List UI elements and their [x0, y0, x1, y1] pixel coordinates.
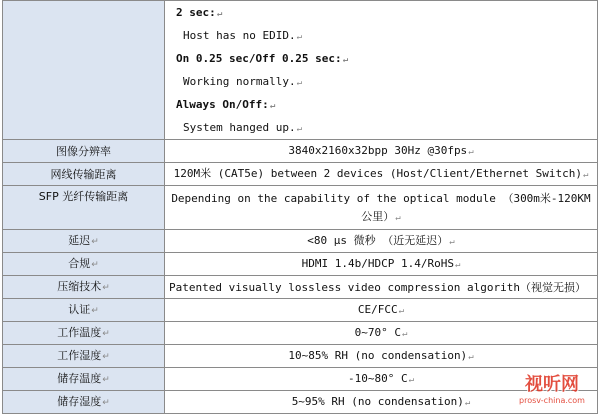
spec-value-text: HDMI 1.4b/HDCP 1.4/RoHS — [301, 256, 454, 270]
spec-value-text: CE/FCC — [357, 302, 398, 316]
spec-value — [165, 391, 598, 414]
paragraph-mark-icon: ↵ — [408, 374, 415, 385]
spec-value — [165, 163, 598, 186]
spec-label — [3, 276, 165, 299]
led-line-text: Working normally. — [183, 75, 296, 88]
paragraph-mark-icon: ↵ — [102, 374, 110, 385]
led-line-text: On 0.25 sec/Off 0.25 sec: — [176, 52, 342, 65]
spec-label-text: 延迟 — [68, 233, 91, 247]
led-line — [169, 24, 593, 47]
paragraph-mark-icon: ↵ — [91, 236, 99, 247]
paragraph-mark-icon: ↵ — [102, 282, 110, 293]
spec-value-text: Patented visually lossless video compression algorith（视觉无损） — [169, 280, 586, 294]
spec-label — [3, 253, 165, 276]
spec-value — [165, 276, 598, 299]
spec-value-text: 5~95% RH (no condensation) — [291, 394, 464, 408]
spec-label: SFP 光纤传输距离 — [3, 186, 165, 230]
paragraph-mark-icon: ↵ — [91, 305, 99, 316]
spec-row-cable-distance — [3, 163, 598, 186]
led-line — [169, 47, 593, 70]
spec-label-text: 认证 — [68, 302, 91, 316]
paragraph-mark-icon: ↵ — [102, 397, 110, 408]
paragraph-mark-icon: ↵ — [582, 169, 589, 180]
led-line — [169, 116, 593, 139]
spec-row-storage-temp — [3, 368, 598, 391]
spec-value-text: <80 μs 微秒 （近无延迟） — [307, 233, 449, 247]
spec-label-empty — [3, 1, 165, 140]
spec-value-text: 3840x2160x32bpp 30Hz @30fps — [288, 143, 468, 157]
paragraph-mark-icon: ↵ — [296, 124, 303, 134]
spec-value — [165, 368, 598, 391]
watermark-logo-text: 视听网 — [525, 374, 579, 395]
paragraph-mark-icon: ↵ — [401, 328, 408, 339]
spec-label — [3, 368, 165, 391]
spec-row-sfp-distance — [3, 186, 598, 230]
paragraph-mark-icon: ↵ — [449, 236, 455, 247]
spec-label — [3, 345, 165, 368]
spec-value — [165, 140, 598, 163]
spec-row-latency — [3, 230, 598, 253]
spec-label: 网线传输距离 — [3, 163, 165, 186]
spec-value — [165, 253, 598, 276]
spec-value-text: 10~85% RH (no condensation) — [288, 348, 468, 362]
spec-row-compression — [3, 276, 598, 299]
spec-value-text: 0~70° C — [354, 325, 401, 339]
spec-label — [3, 391, 165, 414]
spec-label-text: 储存湿度 — [57, 394, 102, 408]
paragraph-mark-icon: ↵ — [464, 397, 471, 408]
spec-label-text: 压缩技术 — [57, 279, 102, 293]
spec-label — [3, 230, 165, 253]
spec-label-text: 工作温度 — [57, 325, 102, 339]
spec-label — [3, 299, 165, 322]
spec-row-operating-temp — [3, 322, 598, 345]
paragraph-mark-icon: ↵ — [468, 351, 474, 362]
watermark-url: prosv-china.com — [519, 396, 585, 405]
spec-value-text: 120M米 (CAT5e) between 2 devices (Host/Client/Ethernet Switch) — [173, 166, 582, 180]
spec-value — [165, 322, 598, 345]
spec-table — [2, 0, 598, 414]
paragraph-mark-icon: ↵ — [269, 101, 276, 111]
spec-label-text: 工作湿度 — [57, 348, 102, 362]
led-line — [169, 1, 593, 24]
spec-value — [165, 345, 598, 368]
led-status-cell — [165, 1, 598, 140]
spec-row-resolution — [3, 140, 598, 163]
led-line-text: System hanged up. — [183, 121, 296, 134]
spec-row-led — [3, 1, 598, 140]
paragraph-mark-icon: ↵ — [468, 146, 474, 157]
spec-label — [3, 322, 165, 345]
paragraph-mark-icon: ↵ — [296, 32, 303, 42]
spec-value-text: Depending on the capability of the optical module （300m米-120KM公里） — [171, 191, 591, 223]
spec-row-operating-humidity — [3, 345, 598, 368]
paragraph-mark-icon: ↵ — [102, 328, 110, 339]
spec-label-text: 储存温度 — [57, 371, 102, 385]
led-line-text: 2 sec: — [176, 6, 216, 19]
led-line-text: Host has no EDID. — [183, 29, 296, 42]
paragraph-mark-icon: ↵ — [102, 351, 110, 362]
spec-row-storage-humidity — [3, 391, 598, 414]
spec-row-certification — [3, 299, 598, 322]
spec-row-compliance — [3, 253, 598, 276]
paragraph-mark-icon: ↵ — [454, 259, 461, 270]
spec-value — [165, 186, 598, 230]
paragraph-mark-icon: ↵ — [216, 9, 223, 19]
paragraph-mark-icon: ↵ — [395, 212, 401, 223]
spec-value — [165, 299, 598, 322]
spec-label-text: 合规 — [68, 256, 91, 270]
spec-value — [165, 230, 598, 253]
paragraph-mark-icon: ↵ — [296, 78, 303, 88]
led-line — [169, 93, 593, 116]
spec-value-text: -10~80° C — [347, 371, 408, 385]
paragraph-mark-icon: ↵ — [91, 259, 99, 270]
spec-label: 图像分辨率 — [3, 140, 165, 163]
led-line-text: Always On/Off: — [176, 98, 269, 111]
paragraph-mark-icon: ↵ — [342, 55, 348, 65]
led-line — [169, 70, 593, 93]
paragraph-mark-icon: ↵ — [398, 305, 405, 316]
